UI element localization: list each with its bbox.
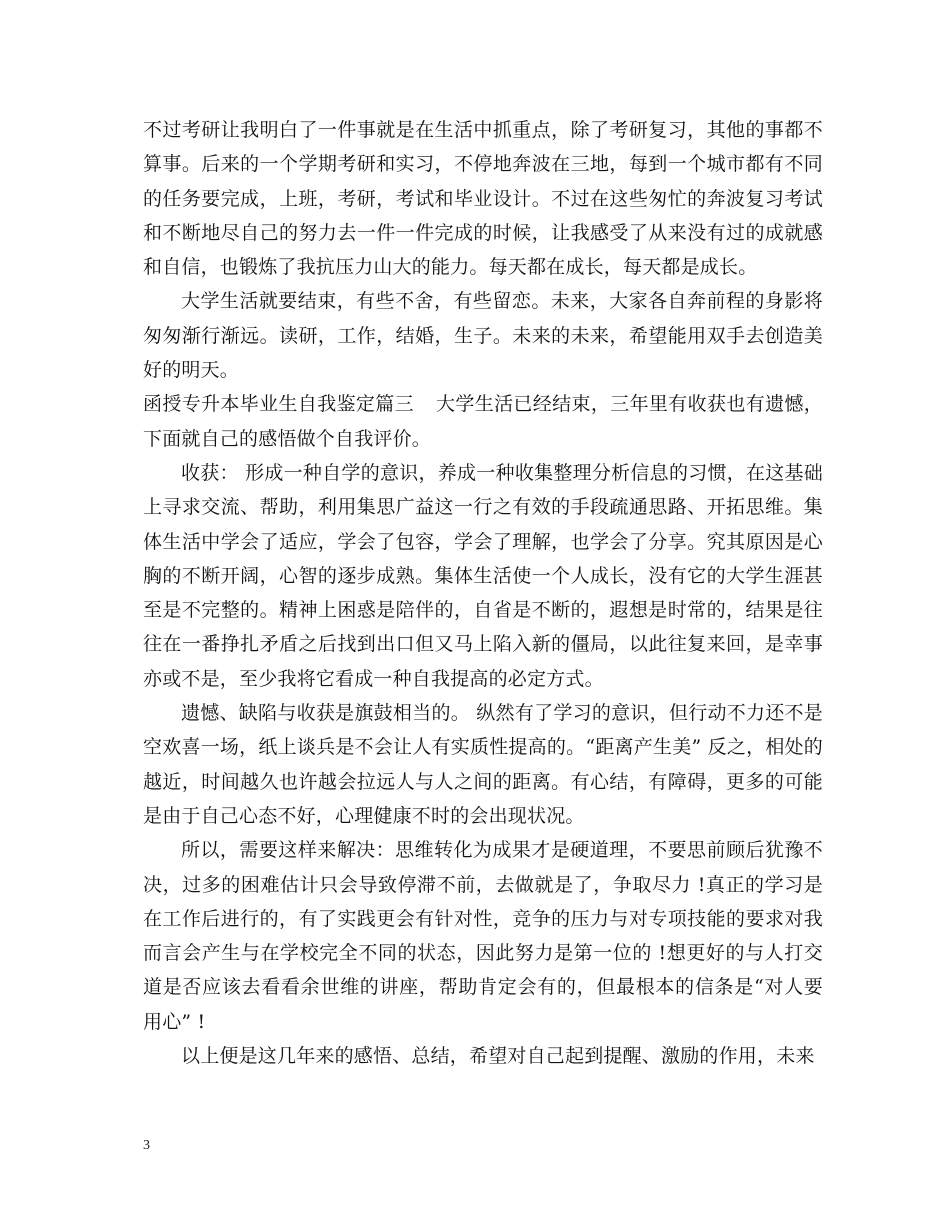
paragraph-gains: 收获： 形成一种自学的意识，养成一种收集整理分析信息的习惯，在这基础上寻求交流、帮助，利用集思广益这一行之有效的手段疏通思路、开拓思维。集体生活中学会了适应，学会了包容，学会了理解，也学会了分享。究其原因是心胸的不断开阔，心智的逐步成熟。集体生活使一个人成长，没有它的大学生涯甚至是不完整的。精神上困惑是陪伴的，自省是不断的，遐想是时常的，结果是往往在一番挣扎矛盾之后找到出口但又马上陷入新的僵局，以此往复来回，是幸事亦或不是，至少我将它看成一种自我提高的必定方式。 [143, 461, 823, 690]
paragraph-graduation-ending: 大学生活就要结束，有些不舍，有些留恋。未来，大家各自奔前程的身影将匆匆渐行渐远。读研，工作，结婚，生子。未来的未来，希望能用双手去创造美好的明天。 [143, 290, 823, 382]
paragraph-solutions: 所以，需要这样来解决：思维转化为成果才是硬道理，不要思前顾后犹豫不决，过多的困难估计只会导致停滞不前，去做就是了，争取尽力 !真正的学习是在工作后进行的，有了实践更会有针对性，竞争的压力与对专项技能的要求对我而言会产生与在学校完全不同的状态，因此努力是第一位的 !想更好的与人打交道是否应该去看看余世维的讲座，帮助肯定会有的，但最根本的信条是“对人要用心” ! [143, 839, 823, 1033]
section-intro-text: 大学生活已经结束，三年里有收获也有遗憾，下面就自己的感悟做个自我评价。 [143, 393, 823, 450]
document-body [143, 113, 823, 1073]
paragraph-summary: 以上便是这几年来的感悟、总结，希望对自己起到提醒、激励的作用，未来 [181, 1045, 815, 1068]
page-number: 3 [143, 1138, 150, 1153]
paragraph-regrets: 遗憾、缺陷与收获是旗鼓相当的。 纵然有了学习的意识，但行动不力还不是空欢喜一场，纸上谈兵是不会让人有实质性提高的。“距离产生美” 反之，相处的越近，时间越久也许越会拉远人与人之间的距离。有心结，有障碍，更多的可能是由于自己心态不好，心理健康不时的会出现状况。 [143, 702, 823, 827]
paragraph-continuation: 不过考研让我明白了一件事就是在生活中抓重点，除了考研复习，其他的事都不算事。后来的一个学期考研和实习，不停地奔波在三地，每到一个城市都有不同的任务要完成，上班，考研，考试和毕业设计。不过在这些匆忙的奔波复习考试和不断地尽自己的努力去一件一件完成的时候，让我感受了从来没有过的成就感和自信，也锻炼了我抗压力山大的能力。每天都在成长，每天都是成长。 [143, 119, 823, 279]
section-heading: 函授专升本毕业生自我鉴定篇三 [143, 393, 414, 416]
paragraph-section-three [143, 387, 823, 456]
